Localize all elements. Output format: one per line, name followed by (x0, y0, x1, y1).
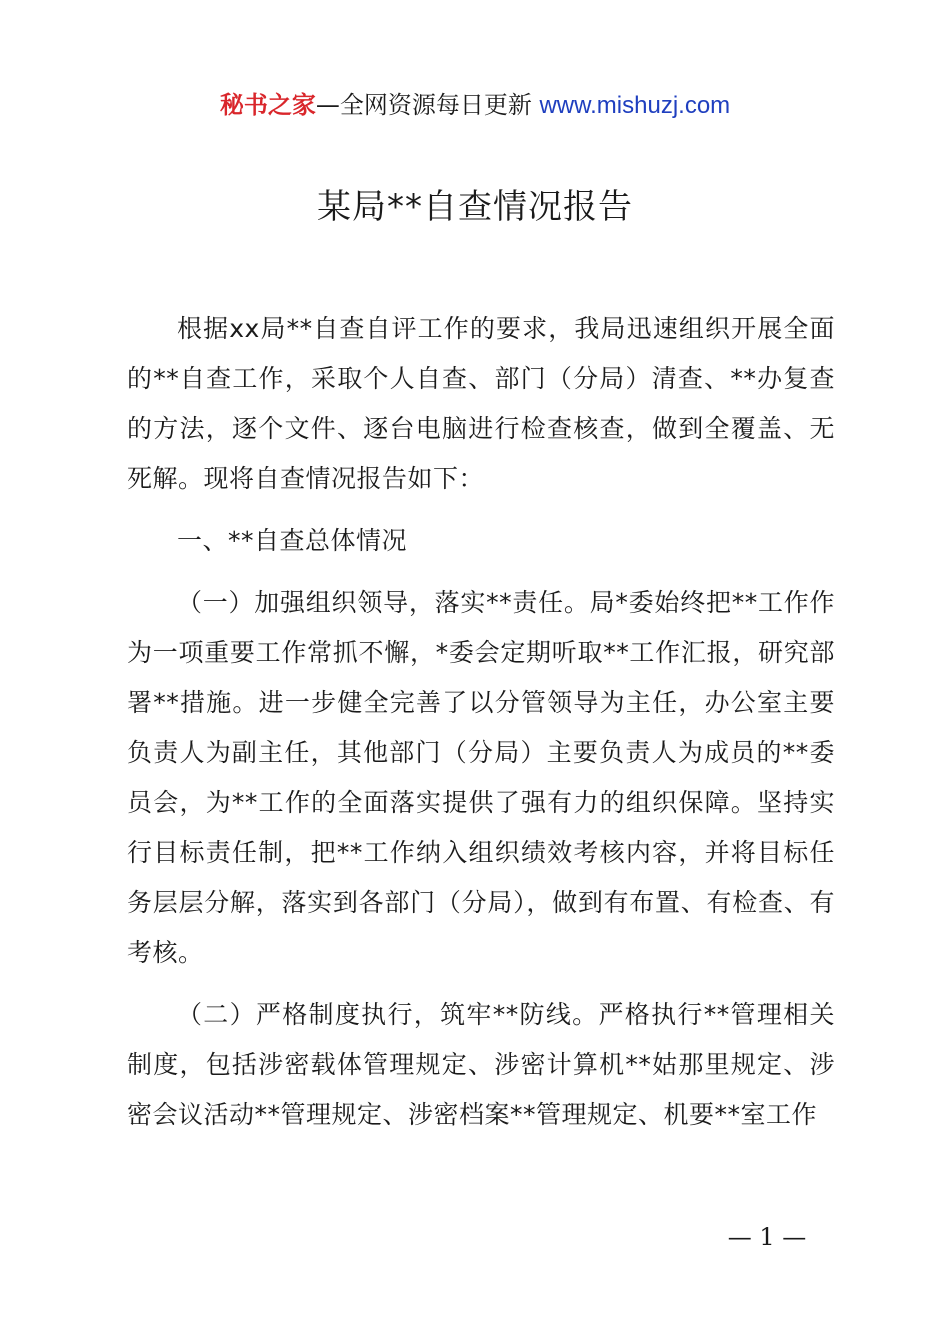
paragraph-intro: 根据xx局**自查自评工作的要求，我局迅速组织开展全面的**自查工作，采取个人自查、部门（分局）清查、**办复查的方法，逐个文件、逐台电脑进行检查核查，做到全覆盖、无死解。现将自查情况报告如下： (127, 314, 835, 493)
header-tagline: —全网资源每日更新 (315, 91, 540, 119)
site-url-link[interactable]: www.mishuzj.com (539, 92, 731, 119)
document-title: 某局**自查情况报告 (317, 187, 633, 227)
paragraph-regulations: （二）严格制度执行，筑牢**防线。严格执行**管理相关制度，包括涉密载体管理规定、涉密计算机**姑那里规定、涉密会议活动**管理规定、涉密档案**管理规定、机要**室工作 (127, 1000, 835, 1129)
page-number: — 1 — (727, 1223, 807, 1251)
brand-name: 秘书之家 (219, 91, 316, 119)
section-heading: 一、**自查总体情况 (177, 526, 408, 555)
document-body (127, 304, 835, 1140)
site-header (0, 88, 950, 123)
paragraph-organization: （一）加强组织领导，落实**责任。局*委始终把**工作作为一项重要工作常抓不懈，*委会定期听取**工作汇报，研究部署**措施。进一步健全完善了以分管领导为主任，办公室主要负责人为副主任，其他部门（分局）主要负责人为成员的**委员会，为**工作的全面落实提供了强有力的组织保障。坚持实行目标责任制，把**工作纳入组织绩效考核内容，并将目标任务层层分解，落实到各部门（分局），做到有布置、有检查、有考核。 (127, 588, 835, 967)
